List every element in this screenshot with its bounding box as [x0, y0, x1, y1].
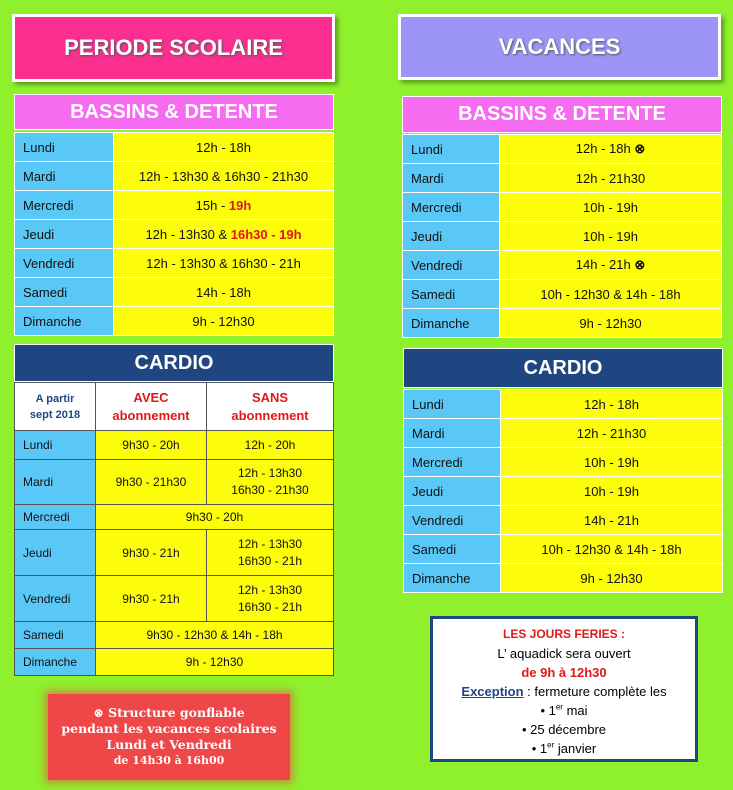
hours-cell: 12h - 13h30 & 16h30 - 21h30: [114, 162, 334, 191]
table-row: [15, 133, 334, 162]
table-row: [403, 280, 722, 309]
table-row: [403, 309, 722, 338]
day-label: Lundi: [403, 135, 500, 164]
day-label: Mercredi: [15, 505, 96, 530]
hours-cell: 14h - 21h ⊗: [500, 251, 722, 280]
feries-hours: de 9h à 12h30: [521, 665, 607, 680]
hours-cell: 12h - 13h30 & 16h30 - 19h: [114, 220, 334, 249]
jours-feries-box: [430, 616, 698, 762]
table-row: [15, 649, 334, 676]
feries-title: LES JOURS FERIES :: [502, 627, 626, 641]
day-label: Dimanche: [15, 307, 114, 336]
table-row: [403, 222, 722, 251]
table-header-row: [15, 383, 334, 431]
bassins-detente-header-vacances: [402, 96, 722, 133]
table-row: [403, 193, 722, 222]
table-row: [15, 220, 334, 249]
bassins-vacances-table: [402, 134, 722, 338]
day-label: Dimanche: [15, 649, 96, 676]
table-row: [404, 448, 723, 477]
hours-both: 9h30 - 20h: [96, 505, 334, 530]
day-label: Lundi: [404, 390, 501, 419]
day-label: Dimanche: [404, 564, 501, 593]
sans-hours: 12h - 13h30 16h30 - 21h30: [207, 460, 334, 505]
cardio-header-vacances: [403, 348, 723, 388]
hours-cell: 14h - 21h: [501, 506, 723, 535]
periode-scolaire-banner: [12, 14, 335, 82]
hours-cell: 14h - 18h: [114, 278, 334, 307]
cardio-vacances-table: [403, 389, 723, 593]
avec-hours: 9h30 - 21h30: [96, 460, 207, 505]
feries-bullet-3: • 1er janvier: [531, 740, 597, 756]
feries-bullet-1: • 1er mai: [540, 702, 588, 718]
table-row: [15, 431, 334, 460]
hours-cell: 10h - 19h: [500, 222, 722, 251]
table-row: [15, 460, 334, 505]
day-label: Samedi: [15, 278, 114, 307]
hours-cell: 12h - 18h: [114, 133, 334, 162]
day-label: Samedi: [15, 622, 96, 649]
vacances-title: VACANCES: [498, 34, 621, 59]
day-label: Lundi: [15, 133, 114, 162]
hours-cell: 9h - 12h30: [500, 309, 722, 338]
note-line-2: pendant les vacances scolaires: [61, 721, 277, 736]
table-row: [403, 251, 722, 280]
cardio-title: CARDIO: [134, 351, 214, 374]
sans-hours: 12h - 13h30 16h30 - 21h: [207, 576, 334, 622]
hours-cell: 10h - 19h: [501, 448, 723, 477]
bassins-scolaire-table: [14, 132, 334, 336]
hours-cell: 9h - 12h30: [114, 307, 334, 336]
structure-gonflable-note: [48, 694, 290, 780]
table-row: [404, 564, 723, 593]
bassins-detente-title: BASSINS & DETENTE: [70, 100, 278, 123]
day-label: Vendredi: [15, 249, 114, 278]
day-label: Vendredi: [404, 506, 501, 535]
avec-hours: 9h30 - 21h: [96, 576, 207, 622]
cardio-header-scolaire: [14, 344, 334, 382]
table-row: [15, 191, 334, 220]
table-row: [15, 622, 334, 649]
hours-cell: 12h - 21h30: [500, 164, 722, 193]
note-line-1: ⊗ Structure gonflable: [93, 705, 245, 720]
sans-hours: 12h - 20h: [207, 431, 334, 460]
hours-cell: 10h - 19h: [501, 477, 723, 506]
column-header-date: A partir sept 2018: [15, 383, 96, 431]
day-label: Vendredi: [15, 576, 96, 622]
day-label: Jeudi: [404, 477, 501, 506]
day-label: Jeudi: [15, 530, 96, 576]
table-row: [15, 162, 334, 191]
day-label: Dimanche: [403, 309, 500, 338]
table-row: [15, 249, 334, 278]
day-label: Mercredi: [403, 193, 500, 222]
hours-both: 9h - 12h30: [96, 649, 334, 676]
hours-cell: 12h - 13h30 & 16h30 - 21h: [114, 249, 334, 278]
table-row: [15, 278, 334, 307]
hours-cell: 15h - 19h: [114, 191, 334, 220]
table-row: [403, 135, 722, 164]
sans-hours: 12h - 13h30 16h30 - 21h: [207, 530, 334, 576]
table-row: [15, 307, 334, 336]
day-label: Jeudi: [15, 220, 114, 249]
bassins-detente-header-scolaire: [14, 94, 334, 130]
column-header-avec: AVEC abonnement: [96, 383, 207, 431]
hours-cell: 12h - 18h: [501, 390, 723, 419]
hours-cell: 12h - 21h30: [501, 419, 723, 448]
hours-cell: 10h - 12h30 & 14h - 18h: [501, 535, 723, 564]
hours-cell: 12h - 18h ⊗: [500, 135, 722, 164]
table-row: [404, 477, 723, 506]
table-row: [404, 390, 723, 419]
day-label: Mardi: [15, 460, 96, 505]
table-row: [403, 164, 722, 193]
table-row: [15, 530, 334, 576]
feries-line-1: L’ aquadick sera ouvert: [497, 646, 631, 661]
day-label: Mardi: [403, 164, 500, 193]
day-label: Mardi: [404, 419, 501, 448]
feries-bullet-2: • 25 décembre: [521, 722, 607, 737]
day-label: Lundi: [15, 431, 96, 460]
day-label: Mardi: [15, 162, 114, 191]
hours-cell: 10h - 12h30 & 14h - 18h: [500, 280, 722, 309]
day-label: Samedi: [404, 535, 501, 564]
day-label: Mercredi: [15, 191, 114, 220]
hours-cell: 10h - 19h: [500, 193, 722, 222]
periode-scolaire-title: PERIODE SCOLAIRE: [64, 35, 283, 60]
cardio-scolaire-table: [14, 382, 334, 676]
inflatable-mark-icon: ⊗: [634, 141, 646, 156]
table-row: [15, 576, 334, 622]
note-line-3: Lundi et Vendredi: [106, 737, 232, 752]
cardio-title: CARDIO: [523, 356, 603, 379]
day-label: Samedi: [403, 280, 500, 309]
hours-both: 9h30 - 12h30 & 14h - 18h: [96, 622, 334, 649]
avec-hours: 9h30 - 20h: [96, 431, 207, 460]
note-line-4: de 14h30 à 16h00: [113, 754, 225, 767]
table-row: [15, 505, 334, 530]
hours-cell: 9h - 12h30: [501, 564, 723, 593]
feries-exception: Exception : fermeture complète les: [461, 684, 667, 699]
inflatable-mark-icon: ⊗: [93, 705, 104, 720]
avec-hours: 9h30 - 21h: [96, 530, 207, 576]
bassins-detente-title: BASSINS & DETENTE: [458, 103, 666, 125]
inflatable-mark-icon: ⊗: [634, 257, 646, 272]
day-label: Vendredi: [403, 251, 500, 280]
table-row: [404, 506, 723, 535]
table-row: [404, 535, 723, 564]
day-label: Mercredi: [404, 448, 501, 477]
day-label: Jeudi: [403, 222, 500, 251]
vacances-banner: [398, 14, 721, 80]
column-header-sans: SANS abonnement: [207, 383, 334, 431]
table-row: [404, 419, 723, 448]
